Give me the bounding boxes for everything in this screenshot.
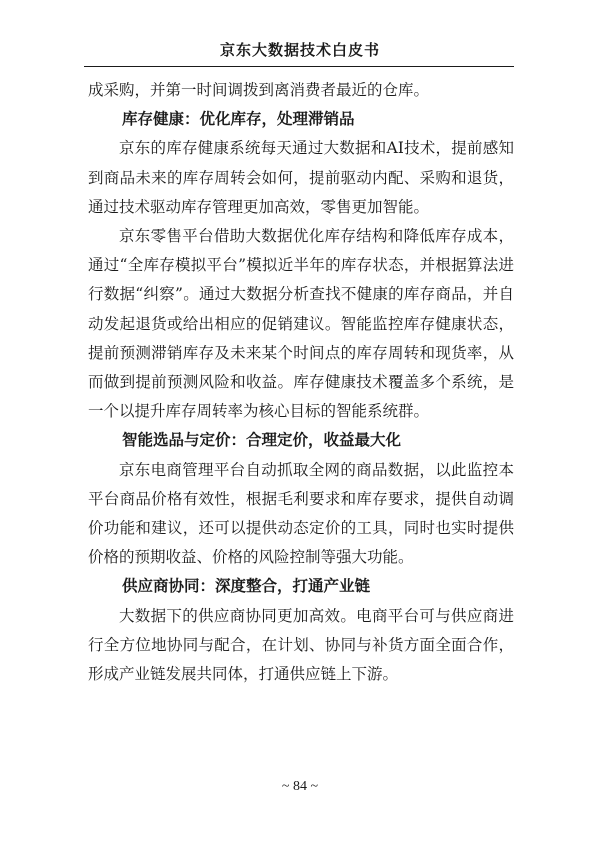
section-heading-smart-pricing: 智能选品与定价：合理定价，收益最大化 <box>122 431 402 450</box>
section-heading-supplier-collaboration: 供应商协同：深度整合，打通产业链 <box>122 577 371 596</box>
paragraph-smart-pricing: 京东电商管理平台自动抓取全网的商品数据，以此监控本平台商品价格有效性，根据毛利要求和库存要求，提供自动调价功能和建议，还可以提供动态定价的工具，同时也实时提供价格的预期收益、价格的风险控制等强大功能。 <box>88 460 514 567</box>
page-number: ~ 84 ~ <box>281 779 319 794</box>
body-text <box>88 76 514 689</box>
running-header: 京东大数据技术白皮书 <box>219 41 380 59</box>
paragraph-supplier-collaboration: 大数据下的供应商协同更加高效。电商平台可与供应商进行全方位地协同与配合，在计划、协同与补货方面全面合作，形成产业链发展共同体，打通供应链上下游。 <box>88 606 514 684</box>
header-divider <box>84 66 514 67</box>
paragraph-inventory-health-2: 京东零售平台借助大数据优化库存结构和降低库存成本，通过“全库存模拟平台”模拟近半年的库存状态，并根据算法进行数据“纠察”。通过大数据分析查找不健康的库存商品，并自动发起退货或给出相应的促销建议。智能监控库存健康状态，提前预测滞销库存及未来某个时间点的库存周转和现货率，从而做到提前预测风险和收益。库存健康技术覆盖多个系统，是一个以提升库存周转率为核心目标的智能系统群。 <box>88 227 514 421</box>
paragraph-inventory-health-1: 京东的库存健康系统每天通过大数据和AI技术，提前感知到商品未来的库存周转会如何，提前驱动内配、采购和退货，通过技术驱动库存管理更加高效，零售更加智能。 <box>88 139 514 216</box>
section-heading-inventory-health: 库存健康：优化库存，处理滞销品 <box>122 110 355 129</box>
paragraph-continued: 成采购，并第一时间调拨到离消费者最近的仓库。 <box>88 81 430 99</box>
